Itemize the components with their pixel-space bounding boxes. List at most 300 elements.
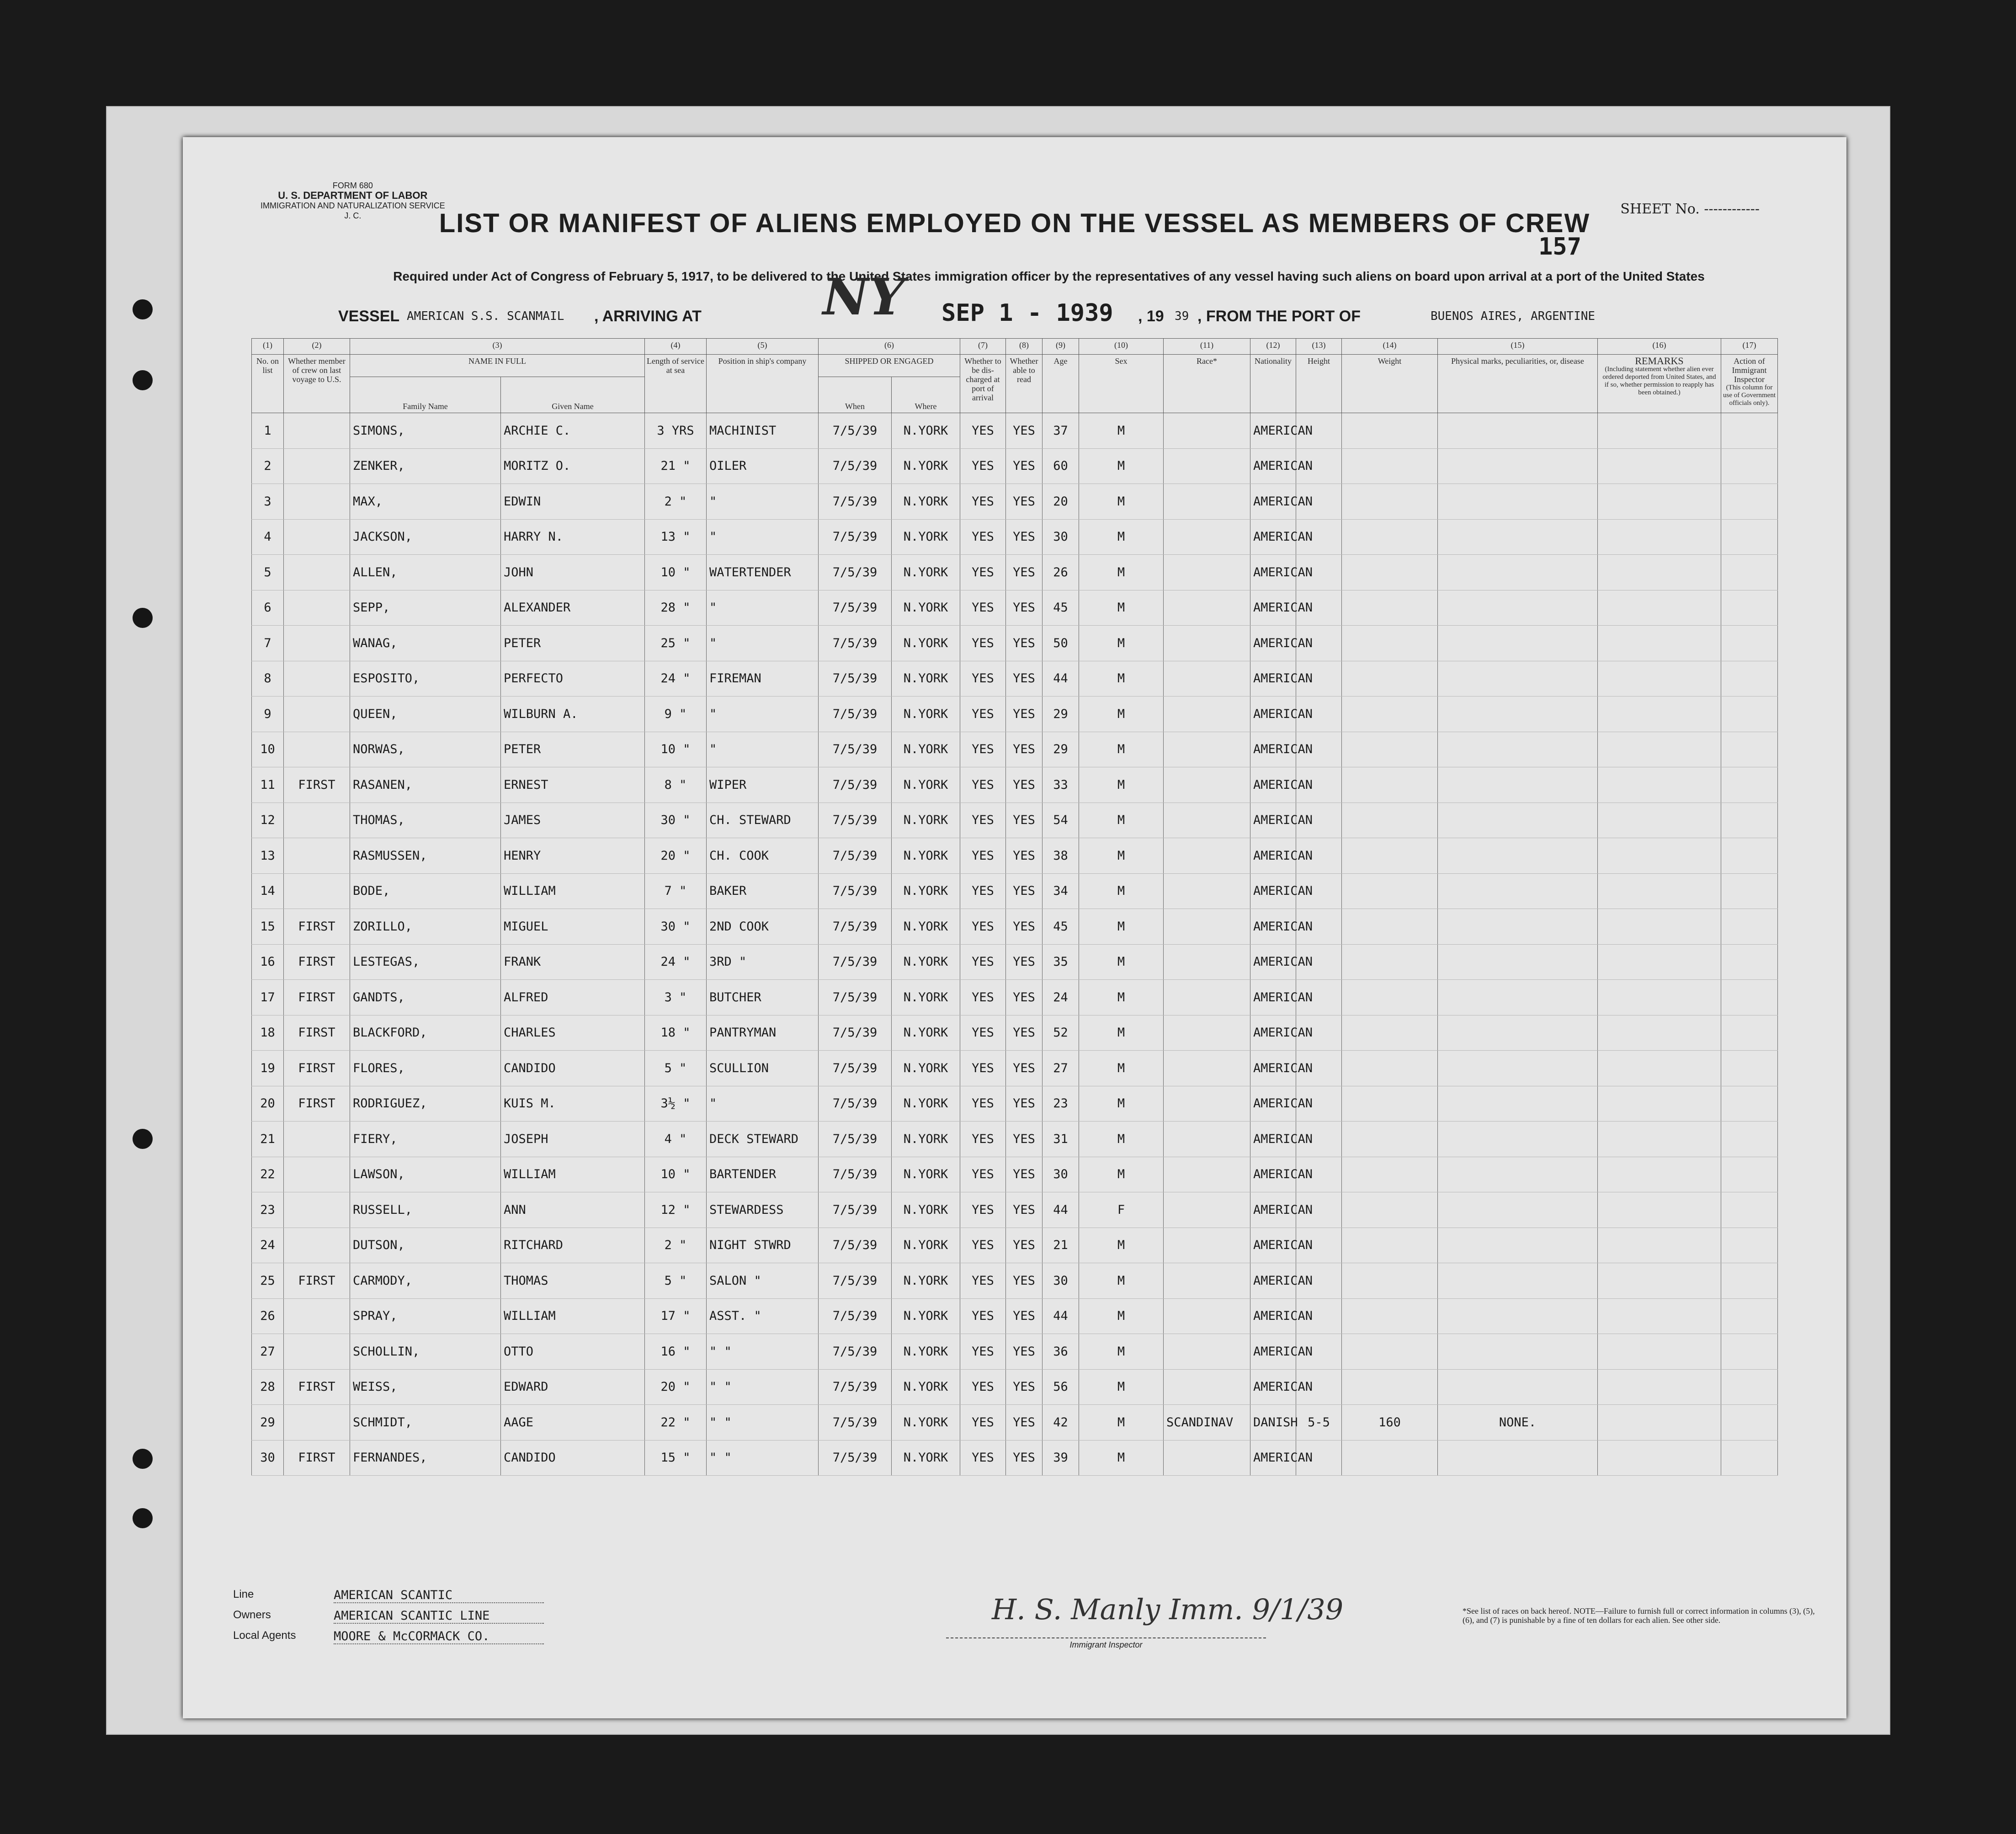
cell-given-name: WILBURN A. — [501, 696, 645, 732]
cell-remarks — [1598, 519, 1721, 555]
cell-remarks — [1598, 1440, 1721, 1476]
cell-last-voyage — [284, 1192, 350, 1228]
cell-position: CH. STEWARD — [707, 803, 819, 838]
cell-shipped-where: N.YORK — [892, 1015, 960, 1051]
table-row — [252, 838, 1778, 874]
cell-shipped-where: N.YORK — [892, 555, 960, 590]
cell-nationality: AMERICAN — [1250, 661, 1296, 696]
cell-discharged: YES — [960, 1298, 1006, 1334]
cell-given-name: JOSEPH — [501, 1122, 645, 1157]
cell-physical-marks — [1438, 1334, 1598, 1370]
cell-shipped-when: 7/5/39 — [819, 519, 892, 555]
line-value: AMERICAN SCANTIC — [334, 1588, 544, 1603]
cell-sex: M — [1079, 519, 1164, 555]
cell-discharged: YES — [960, 626, 1006, 661]
cell-discharged: YES — [960, 484, 1006, 520]
cell-remarks — [1598, 1015, 1721, 1051]
cell-race — [1164, 484, 1250, 520]
cell-shipped-where: N.YORK — [892, 944, 960, 980]
cell-remarks — [1598, 767, 1721, 803]
owners-value: AMERICAN SCANTIC LINE — [334, 1609, 544, 1624]
cell-shipped-where: N.YORK — [892, 1298, 960, 1334]
cell-sex: M — [1079, 873, 1164, 909]
cell-shipped-where: N.YORK — [892, 1440, 960, 1476]
cell-sex: M — [1079, 590, 1164, 626]
cell-family-name: NORWAS, — [350, 732, 501, 767]
cell-able-to-read: YES — [1006, 838, 1043, 874]
cell-row-number: 11 — [252, 767, 284, 803]
cell-family-name: CARMODY, — [350, 1263, 501, 1299]
cell-length-service: 28 " — [645, 590, 707, 626]
cell-given-name: RITCHARD — [501, 1228, 645, 1263]
cell-row-number: 12 — [252, 803, 284, 838]
cell-discharged: YES — [960, 1122, 1006, 1157]
cell-sex: M — [1079, 661, 1164, 696]
cell-discharged: YES — [960, 519, 1006, 555]
cell-race — [1164, 590, 1250, 626]
cell-sex: M — [1079, 767, 1164, 803]
cell-last-voyage — [284, 1405, 350, 1441]
form-number: FORM 680 — [332, 181, 373, 190]
cell-inspector-action — [1721, 1228, 1778, 1263]
owners-label: Owners — [233, 1609, 271, 1621]
cell-given-name: FRANK — [501, 944, 645, 980]
cell-position: " — [707, 590, 819, 626]
cell-position: 2ND COOK — [707, 909, 819, 945]
year-value: 39 — [1175, 309, 1189, 323]
cell-shipped-when: 7/5/39 — [819, 1298, 892, 1334]
cell-position: STEWARDESS — [707, 1192, 819, 1228]
cell-physical-marks: NONE. — [1438, 1405, 1598, 1441]
cell-shipped-where: N.YORK — [892, 1192, 960, 1228]
cell-inspector-action — [1721, 1440, 1778, 1476]
cell-length-service: 17 " — [645, 1298, 707, 1334]
cell-age: 42 — [1043, 1405, 1079, 1441]
cell-physical-marks — [1438, 1051, 1598, 1086]
cell-age: 56 — [1043, 1369, 1079, 1405]
cell-remarks — [1598, 696, 1721, 732]
cell-race — [1164, 1369, 1250, 1405]
cell-given-name: EDWARD — [501, 1369, 645, 1405]
cell-position: MACHINIST — [707, 413, 819, 449]
cell-physical-marks — [1438, 1086, 1598, 1122]
cell-sex: M — [1079, 1086, 1164, 1122]
cell-shipped-where: N.YORK — [892, 732, 960, 767]
table-row — [252, 980, 1778, 1015]
cell-given-name: AAGE — [501, 1405, 645, 1441]
header-given-name: Given Name — [501, 377, 645, 413]
cell-able-to-read: YES — [1006, 484, 1043, 520]
cell-given-name: WILLIAM — [501, 1157, 645, 1192]
cell-row-number: 13 — [252, 838, 284, 874]
cell-length-service: 9 " — [645, 696, 707, 732]
cell-sex: M — [1079, 1334, 1164, 1370]
table-row — [252, 448, 1778, 484]
page-title: LIST OR MANIFEST OF ALIENS EMPLOYED ON THE VESSEL AS MEMBERS OF CREW — [439, 208, 1590, 238]
col-num-10: (10) — [1079, 339, 1164, 355]
cell-race — [1164, 944, 1250, 980]
cell-weight — [1342, 1051, 1438, 1086]
cell-remarks — [1598, 1192, 1721, 1228]
cell-weight — [1342, 1334, 1438, 1370]
cell-nationality: AMERICAN — [1250, 519, 1296, 555]
cell-position: SALON " — [707, 1263, 819, 1299]
cell-position: " — [707, 519, 819, 555]
header-race: Race* — [1164, 355, 1250, 413]
cell-last-voyage: FIRST — [284, 1086, 350, 1122]
cell-family-name: WEISS, — [350, 1369, 501, 1405]
cell-position: WIPER — [707, 767, 819, 803]
cell-length-service: 30 " — [645, 909, 707, 945]
cell-given-name: CANDIDO — [501, 1440, 645, 1476]
cell-sex: M — [1079, 1263, 1164, 1299]
cell-row-number: 8 — [252, 661, 284, 696]
cell-able-to-read: YES — [1006, 413, 1043, 449]
cell-remarks — [1598, 1263, 1721, 1299]
cell-position: " — [707, 626, 819, 661]
cell-row-number: 18 — [252, 1015, 284, 1051]
cell-shipped-when: 7/5/39 — [819, 803, 892, 838]
cell-remarks — [1598, 1051, 1721, 1086]
cell-discharged: YES — [960, 1192, 1006, 1228]
cell-shipped-where: N.YORK — [892, 1369, 960, 1405]
cell-shipped-when: 7/5/39 — [819, 484, 892, 520]
cell-position: CH. COOK — [707, 838, 819, 874]
cell-inspector-action — [1721, 555, 1778, 590]
cell-nationality: AMERICAN — [1250, 909, 1296, 945]
cell-position: SCULLION — [707, 1051, 819, 1086]
cell-position: NIGHT STWRD — [707, 1228, 819, 1263]
cell-sex: M — [1079, 1228, 1164, 1263]
cell-able-to-read: YES — [1006, 1192, 1043, 1228]
cell-row-number: 16 — [252, 944, 284, 980]
cell-family-name: WANAG, — [350, 626, 501, 661]
cell-physical-marks — [1438, 413, 1598, 449]
cell-able-to-read: YES — [1006, 519, 1043, 555]
cell-last-voyage — [284, 555, 350, 590]
cell-family-name: RASANEN, — [350, 767, 501, 803]
cell-able-to-read: YES — [1006, 590, 1043, 626]
cell-sex: M — [1079, 1369, 1164, 1405]
cell-able-to-read: YES — [1006, 448, 1043, 484]
cell-position: " — [707, 484, 819, 520]
cell-able-to-read: YES — [1006, 1334, 1043, 1370]
header-discharged: Whether to be dis-charged at port of arrival — [960, 355, 1006, 413]
cell-age: 30 — [1043, 1263, 1079, 1299]
cell-able-to-read: YES — [1006, 1298, 1043, 1334]
cell-able-to-read: YES — [1006, 732, 1043, 767]
cell-sex: F — [1079, 1192, 1164, 1228]
cell-age: 39 — [1043, 1440, 1079, 1476]
header-no-on-list: No. on list — [252, 355, 284, 413]
cell-physical-marks — [1438, 732, 1598, 767]
cell-discharged: YES — [960, 767, 1006, 803]
cell-position: 3RD " — [707, 944, 819, 980]
cell-inspector-action — [1721, 1192, 1778, 1228]
cell-row-number: 4 — [252, 519, 284, 555]
cell-physical-marks — [1438, 1298, 1598, 1334]
departure-port: BUENOS AIRES, ARGENTINE — [1431, 309, 1596, 323]
cell-discharged: YES — [960, 1051, 1006, 1086]
cell-shipped-when: 7/5/39 — [819, 1334, 892, 1370]
cell-inspector-action — [1721, 1157, 1778, 1192]
cell-age: 45 — [1043, 909, 1079, 945]
cell-position: ASST. " — [707, 1298, 819, 1334]
form-mark: J. C. — [344, 211, 362, 220]
cell-able-to-read: YES — [1006, 980, 1043, 1015]
cell-able-to-read: YES — [1006, 696, 1043, 732]
cell-nationality: AMERICAN — [1250, 555, 1296, 590]
cell-shipped-where: N.YORK — [892, 519, 960, 555]
table-row — [252, 1440, 1778, 1476]
cell-position: FIREMAN — [707, 661, 819, 696]
cell-last-voyage — [284, 484, 350, 520]
cell-given-name: ARCHIE C. — [501, 413, 645, 449]
cell-physical-marks — [1438, 1015, 1598, 1051]
table-row — [252, 1122, 1778, 1157]
cell-given-name: ERNEST — [501, 767, 645, 803]
cell-nationality: AMERICAN — [1250, 1440, 1296, 1476]
cell-discharged: YES — [960, 590, 1006, 626]
action-title: Action of Immigrant Inspector — [1732, 356, 1767, 384]
cell-able-to-read: YES — [1006, 1015, 1043, 1051]
cell-age: 44 — [1043, 1192, 1079, 1228]
col-num-5: (5) — [707, 339, 819, 355]
cell-physical-marks — [1438, 626, 1598, 661]
cell-remarks — [1598, 980, 1721, 1015]
cell-sex: M — [1079, 944, 1164, 980]
cell-shipped-when: 7/5/39 — [819, 626, 892, 661]
cell-age: 52 — [1043, 1015, 1079, 1051]
cell-physical-marks — [1438, 944, 1598, 980]
action-note: (This column for use of Government officials only). — [1723, 384, 1776, 407]
cell-remarks — [1598, 555, 1721, 590]
cell-position: BUTCHER — [707, 980, 819, 1015]
header-sex: Sex — [1079, 355, 1164, 413]
cell-shipped-where: N.YORK — [892, 909, 960, 945]
cell-position: " — [707, 1086, 819, 1122]
cell-physical-marks — [1438, 767, 1598, 803]
cell-shipped-when: 7/5/39 — [819, 873, 892, 909]
cell-discharged: YES — [960, 980, 1006, 1015]
cell-shipped-when: 7/5/39 — [819, 838, 892, 874]
cell-nationality: AMERICAN — [1250, 873, 1296, 909]
punch-hole — [133, 608, 153, 628]
cell-race — [1164, 732, 1250, 767]
cell-race — [1164, 1192, 1250, 1228]
cell-physical-marks — [1438, 1228, 1598, 1263]
signature-line — [946, 1637, 1266, 1638]
cell-last-voyage: FIRST — [284, 1369, 350, 1405]
cell-shipped-when: 7/5/39 — [819, 1122, 892, 1157]
cell-race — [1164, 555, 1250, 590]
cell-shipped-when: 7/5/39 — [819, 1369, 892, 1405]
cell-shipped-when: 7/5/39 — [819, 696, 892, 732]
col-num-13: (13) — [1296, 339, 1342, 355]
cell-inspector-action — [1721, 413, 1778, 449]
cell-shipped-when: 7/5/39 — [819, 944, 892, 980]
cell-nationality: AMERICAN — [1250, 1334, 1296, 1370]
cell-family-name: DUTSON, — [350, 1228, 501, 1263]
cell-inspector-action — [1721, 1369, 1778, 1405]
cell-discharged: YES — [960, 1086, 1006, 1122]
header-nationality: Nationality — [1250, 355, 1296, 413]
cell-family-name: BODE, — [350, 873, 501, 909]
cell-row-number: 10 — [252, 732, 284, 767]
cell-inspector-action — [1721, 1263, 1778, 1299]
cell-age: 35 — [1043, 944, 1079, 980]
cell-last-voyage — [284, 413, 350, 449]
cell-able-to-read: YES — [1006, 803, 1043, 838]
cell-last-voyage: FIRST — [284, 1051, 350, 1086]
cell-age: 21 — [1043, 1228, 1079, 1263]
cell-nationality: AMERICAN — [1250, 980, 1296, 1015]
cell-weight — [1342, 732, 1438, 767]
cell-sex: M — [1079, 555, 1164, 590]
inspector-signature: H. S. Manly Imm. 9/1/39 — [992, 1593, 1344, 1626]
cell-given-name: HENRY — [501, 838, 645, 874]
cell-physical-marks — [1438, 590, 1598, 626]
punch-hole — [133, 299, 153, 319]
cell-remarks — [1598, 838, 1721, 874]
cell-nationality: AMERICAN — [1250, 1228, 1296, 1263]
cell-length-service: 3 " — [645, 980, 707, 1015]
col-num-3: (3) — [350, 339, 645, 355]
cell-discharged: YES — [960, 873, 1006, 909]
table-row — [252, 1157, 1778, 1192]
cell-physical-marks — [1438, 980, 1598, 1015]
cell-race — [1164, 448, 1250, 484]
cell-remarks — [1598, 1369, 1721, 1405]
cell-shipped-when: 7/5/39 — [819, 909, 892, 945]
cell-given-name: WILLIAM — [501, 873, 645, 909]
cell-family-name: SIMONS, — [350, 413, 501, 449]
cell-sex: M — [1079, 413, 1164, 449]
cell-race — [1164, 838, 1250, 874]
cell-length-service: 5 " — [645, 1051, 707, 1086]
header-when: When — [819, 377, 892, 413]
cell-inspector-action — [1721, 626, 1778, 661]
punch-hole — [133, 370, 153, 390]
cell-physical-marks — [1438, 696, 1598, 732]
col-num-14: (14) — [1342, 339, 1438, 355]
cell-sex: M — [1079, 1405, 1164, 1441]
cell-physical-marks — [1438, 1122, 1598, 1157]
table-row — [252, 590, 1778, 626]
sheet-number: 157 — [1538, 233, 1581, 260]
cell-weight — [1342, 519, 1438, 555]
cell-shipped-where: N.YORK — [892, 873, 960, 909]
year-label: , 19 — [1138, 308, 1164, 325]
col-num-17: (17) — [1721, 339, 1778, 355]
cell-weight — [1342, 980, 1438, 1015]
cell-race — [1164, 803, 1250, 838]
cell-family-name: JACKSON, — [350, 519, 501, 555]
cell-able-to-read: YES — [1006, 661, 1043, 696]
col-num-15: (15) — [1438, 339, 1598, 355]
cell-race — [1164, 626, 1250, 661]
cell-length-service: 10 " — [645, 1157, 707, 1192]
cell-last-voyage — [284, 732, 350, 767]
cell-family-name: SCHMIDT, — [350, 1405, 501, 1441]
cell-inspector-action — [1721, 519, 1778, 555]
cell-age: 29 — [1043, 732, 1079, 767]
punch-hole — [133, 1508, 153, 1528]
cell-weight — [1342, 944, 1438, 980]
cell-shipped-where: N.YORK — [892, 980, 960, 1015]
cell-given-name: OTTO — [501, 1334, 645, 1370]
cell-shipped-where: N.YORK — [892, 1086, 960, 1122]
cell-race — [1164, 413, 1250, 449]
cell-shipped-where: N.YORK — [892, 1157, 960, 1192]
header-weight: Weight — [1342, 355, 1438, 413]
cell-length-service: 24 " — [645, 661, 707, 696]
cell-nationality: AMERICAN — [1250, 838, 1296, 874]
cell-remarks — [1598, 448, 1721, 484]
cell-row-number: 24 — [252, 1228, 284, 1263]
cell-family-name: GANDTS, — [350, 980, 501, 1015]
cell-weight — [1342, 1298, 1438, 1334]
cell-shipped-when: 7/5/39 — [819, 1051, 892, 1086]
cell-discharged: YES — [960, 555, 1006, 590]
cell-physical-marks — [1438, 661, 1598, 696]
cell-physical-marks — [1438, 803, 1598, 838]
cell-nationality: AMERICAN — [1250, 413, 1296, 449]
table-row — [252, 484, 1778, 520]
cell-age: 44 — [1043, 1298, 1079, 1334]
table-row — [252, 1015, 1778, 1051]
cell-inspector-action — [1721, 1298, 1778, 1334]
col-num-7: (7) — [960, 339, 1006, 355]
cell-able-to-read: YES — [1006, 1263, 1043, 1299]
sheet-number-label: SHEET No. ------------ — [1620, 201, 1760, 217]
cell-last-voyage: FIRST — [284, 980, 350, 1015]
table-row — [252, 1263, 1778, 1299]
cell-able-to-read: YES — [1006, 767, 1043, 803]
cell-weight — [1342, 873, 1438, 909]
cell-last-voyage: FIRST — [284, 767, 350, 803]
cell-shipped-where: N.YORK — [892, 1051, 960, 1086]
cell-age: 60 — [1043, 448, 1079, 484]
cell-race — [1164, 661, 1250, 696]
cell-last-voyage — [284, 1228, 350, 1263]
cell-given-name: EDWIN — [501, 484, 645, 520]
cell-shipped-where: N.YORK — [892, 484, 960, 520]
cell-physical-marks — [1438, 1192, 1598, 1228]
col-num-11: (11) — [1164, 339, 1250, 355]
cell-row-number: 2 — [252, 448, 284, 484]
cell-physical-marks — [1438, 838, 1598, 874]
cell-nationality: AMERICAN — [1250, 1263, 1296, 1299]
cell-age: 45 — [1043, 590, 1079, 626]
cell-race — [1164, 696, 1250, 732]
cell-length-service: 15 " — [645, 1440, 707, 1476]
cell-family-name: SPRAY, — [350, 1298, 501, 1334]
cell-nationality: DANISH — [1250, 1405, 1296, 1441]
cell-nationality: AMERICAN — [1250, 732, 1296, 767]
col-num-6: (6) — [819, 339, 960, 355]
cell-given-name: KUIS M. — [501, 1086, 645, 1122]
cell-inspector-action — [1721, 944, 1778, 980]
cell-weight — [1342, 1086, 1438, 1122]
cell-weight — [1342, 626, 1438, 661]
cell-row-number: 7 — [252, 626, 284, 661]
line-label: Line — [233, 1588, 254, 1600]
header-family-name: Family Name — [350, 377, 501, 413]
cell-family-name: SCHOLLIN, — [350, 1334, 501, 1370]
cell-sex: M — [1079, 1015, 1164, 1051]
cell-nationality: AMERICAN — [1250, 944, 1296, 980]
